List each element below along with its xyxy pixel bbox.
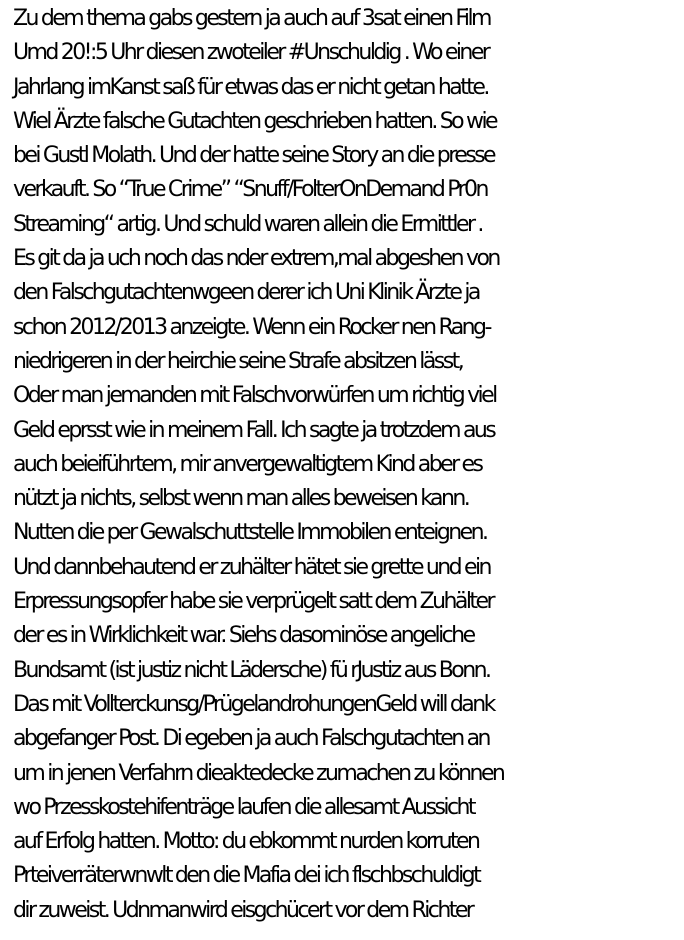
text-line-1: Zu dem thema gabs gestern ja auch auf 3sat einen Film bbox=[13, 6, 490, 31]
text-line-19: der es in Wirklichkeit war. Siehs dasominöse angeliche bbox=[13, 623, 474, 649]
text-line-26: Prteiverräterwnwlt den die Mafia dei ich flschbschuldigt bbox=[13, 863, 480, 889]
text-line-16: Nutten die per Gewalschuttstelle Immobilen enteignen. bbox=[13, 520, 487, 546]
text-line-22: abgefanger Post. Di egeben ja auch Falschgutachten an bbox=[13, 726, 489, 752]
text-line-7: Streaming“ artig. Und schuld waren allein die Ermittler . bbox=[13, 211, 482, 237]
text-line-13: Geld eprsst wie in meinem Fall. Ich sagte ja trotzdem aus bbox=[13, 417, 495, 443]
text-line-12: Oder man jemanden mit Falschvorwürfen um richtig viel bbox=[13, 383, 496, 409]
text-line-24: wo Przesskostehifenträge laufen die allesamt Aussicht bbox=[13, 794, 474, 820]
text-line-5: bei Gustl Molath. Und der hatte seine Story an die presse bbox=[13, 143, 495, 169]
text-line-25: auf Erfolg hatten. Motto: du ebkommt nurden korruten bbox=[13, 829, 479, 855]
text-line-4: Wiel Ärzte falsche Gutachten geschrieben hatten. So wie bbox=[13, 108, 497, 134]
text-line-18: Erpressungsopfer habe sie verprügelt satt dem Zuhälter bbox=[13, 589, 493, 615]
text-line-17: Und dannbehautend er zuhälter hätet sie grette und ein bbox=[13, 554, 490, 580]
text-line-15: nützt ja nichts, selbst wenn man alles beweisen kann. bbox=[13, 486, 469, 512]
text-line-3: Jahrlang imKanst saß für etwas das er nicht getan hatte. bbox=[13, 74, 488, 100]
text-line-9: den Falschgutachtenwgeen derer ich Uni Klinik Ärzte ja bbox=[13, 280, 479, 306]
text-line-10: schon 2012/2013 anzeigte. Wenn ein Rocker nen Rang- bbox=[13, 314, 490, 340]
text-line-21: Das mit Vollterckunsg/PrügelandrohungenGeld will dank bbox=[13, 691, 494, 717]
document-text bbox=[13, 2, 683, 928]
text-line-27: dir zuweist. Udnmanwird eisgchücert vor dem Richter bbox=[13, 897, 473, 923]
text-line-23: um in jenen Verfahrn dieaktedecke zumachen zu können bbox=[13, 760, 504, 786]
text-line-20: Bundsamt (ist justiz nicht Lädersche) fü rJustiz aus Bonn. bbox=[13, 657, 490, 683]
text-line-14: auch beieiführtem, mir anvergewaltigtem Kind aber es bbox=[13, 451, 482, 477]
text-line-11: niedrigeren in der heirchie seine Strafe absitzen lässt, bbox=[13, 348, 463, 374]
text-line-6: verkauft. So “True Crime” “Snuff/FolterOnDemand Pr0n bbox=[13, 177, 487, 203]
text-line-8: Es git da ja uch noch das nder extrem,mal abgeshen von bbox=[13, 246, 499, 272]
text-line-2: Umd 20!:5 Uhr diesen zwoteiler #Unschuldig . Wo einer bbox=[13, 40, 489, 66]
